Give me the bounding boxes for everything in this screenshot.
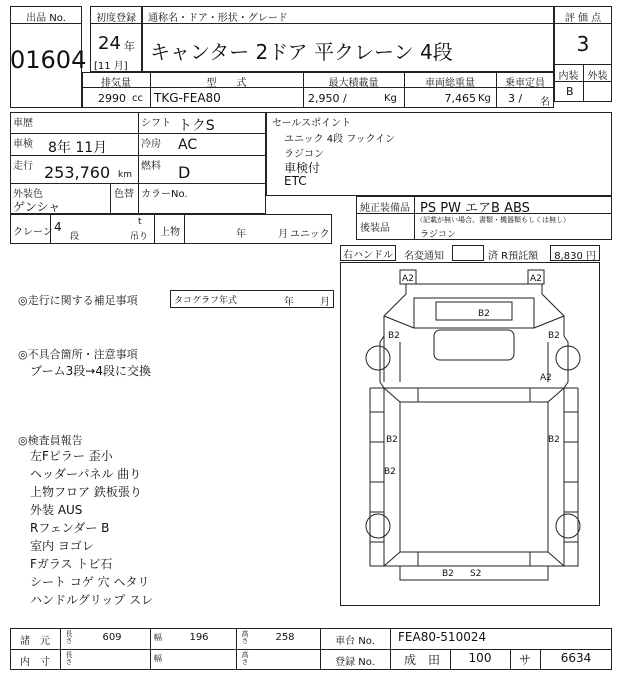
mileage-label: 走行: [13, 161, 33, 172]
sales-item: 車検付: [284, 161, 321, 175]
height-label-2: 高さ: [241, 651, 249, 665]
interior-label: 内装: [558, 71, 579, 82]
divider: [554, 23, 612, 24]
width-label: 幅: [154, 633, 162, 642]
tacho-label: タコグラフ年式: [174, 296, 238, 306]
model-label: 通称名・ドア・形状・グレード: [148, 13, 288, 24]
shift-label: シフト: [141, 118, 171, 129]
inspector-title: ◎検査員報告: [18, 434, 83, 447]
damage-mark: A2: [530, 274, 542, 284]
inspector-line: ヘッダーパネル 曲り: [30, 467, 142, 481]
recycle-amount: 8,830 円: [554, 251, 596, 262]
max-load-label: 最大積載量: [328, 78, 379, 89]
history-label: 車歴: [13, 118, 33, 129]
displacement-label: 排気量: [101, 78, 131, 89]
year-unit: 年: [124, 40, 135, 53]
sales-item: ラジコン: [284, 149, 324, 160]
left-side-panel: [370, 388, 384, 566]
inspector-line: 左Fピラー 歪小: [30, 449, 113, 463]
plate-kana: サ: [518, 653, 531, 667]
displacement-value: 2990: [98, 92, 126, 105]
recycle-label: 済 R預託額: [488, 251, 539, 262]
divider: [110, 183, 111, 214]
divider: [90, 23, 142, 24]
reg-label: 初度登録: [96, 13, 136, 24]
cab-grille: [434, 330, 514, 360]
defects-text: ブーム3段→4段に交換: [30, 364, 151, 378]
uemono-year: 年: [236, 229, 246, 240]
shaken-label: 車検: [13, 139, 33, 150]
fuel-label: 燃料: [141, 161, 161, 172]
divider: [390, 628, 391, 670]
chassis-label: 車台 No.: [335, 636, 375, 647]
mileage-value: 253,760: [44, 163, 111, 182]
color-value: ゲンシャ: [13, 200, 61, 214]
divider: [138, 112, 139, 214]
divider: [10, 133, 266, 134]
damage-mark: A2: [402, 274, 414, 284]
front-left-wheel: [366, 346, 390, 370]
crane-steps-unit: 段: [70, 232, 80, 242]
fuel-value: D: [178, 163, 191, 182]
iro-label: 色替: [114, 189, 134, 200]
divider: [10, 23, 82, 24]
right-side-ribs: [564, 412, 578, 542]
divider: [236, 628, 237, 670]
inspector-line: ハンドルグリップ スレ: [30, 593, 154, 607]
crane-tsuri: 吊り: [130, 232, 149, 242]
cab-window: [436, 302, 512, 320]
gvw-unit: Kg: [478, 93, 491, 104]
max-load-unit: Kg: [384, 93, 397, 104]
cab-pillars: [384, 316, 564, 328]
uemono-label: 上物: [160, 227, 180, 238]
model-code-value: TKG-FEA80: [154, 91, 221, 105]
plate-number: 6634: [560, 651, 592, 665]
crane-label: クレーン: [13, 227, 53, 238]
damage-mark: S2: [470, 569, 482, 579]
bed-floor: [400, 402, 548, 552]
syogen-label: 諸 元: [20, 636, 50, 647]
naisun-label: 内 寸: [20, 657, 50, 668]
damage-mark: B2: [478, 309, 490, 319]
reg-month: [11 月]: [94, 61, 128, 72]
right-side-panel: [564, 388, 578, 566]
height-value: 258: [275, 632, 295, 643]
uemono-maker: ユニック: [290, 229, 330, 240]
divider: [154, 214, 155, 244]
damage-mark: B2: [548, 331, 560, 341]
divider: [150, 628, 151, 670]
capacity-unit: 名: [540, 97, 550, 108]
shift-value: トクS: [178, 118, 215, 134]
reg-year: 24: [98, 33, 121, 54]
damage-mark: B2: [548, 435, 560, 445]
interior-grade: B: [566, 85, 574, 98]
mileage-unit: km: [118, 170, 132, 180]
gvw-value: 7,465: [444, 92, 476, 105]
equipment-value: PS PW エアB ABS: [420, 201, 530, 216]
name-change-box: [452, 245, 484, 261]
handle-value: 右ハンドル: [343, 250, 393, 261]
inspector-line: Rフェンダー B: [30, 521, 110, 535]
capacity-value: 3 /: [508, 92, 523, 105]
driving-title: ◎走行に関する補足事項: [18, 294, 138, 307]
sales-item: ユニック 4段 フックイン: [284, 134, 396, 145]
sales-label: セールスポイント: [272, 118, 352, 129]
length-label: 長さ: [65, 630, 73, 644]
inspector-line: シート コゲ 穴 ヘタリ: [30, 575, 150, 589]
cab-doors: [384, 336, 548, 382]
divider: [60, 628, 61, 670]
max-load-value: 2,950 /: [308, 92, 347, 105]
model-code-label: 型 式: [206, 78, 247, 89]
width-value: 196: [189, 632, 209, 643]
divider: [414, 196, 415, 240]
damage-mark: B2: [388, 331, 400, 341]
divider: [142, 23, 554, 24]
score-value: 3: [576, 32, 590, 56]
color-label: 外装色: [13, 189, 43, 200]
vehicle-diagram: [340, 262, 600, 606]
defects-title: ◎不具合箇所・注意事項: [18, 348, 138, 361]
crane-t: t: [138, 217, 142, 227]
displacement-unit: cc: [132, 93, 143, 104]
bed-corners: [384, 388, 564, 566]
aftermarket-note: （記載が無い場合、書類・機器類もしくは無し）: [416, 216, 570, 224]
damage-mark: A2: [540, 373, 552, 383]
gvw-label: 車両総重量: [425, 78, 475, 89]
length-value: 609: [102, 632, 122, 643]
divider: [10, 183, 266, 184]
divider: [50, 214, 51, 244]
equipment-label: 純正装備品: [360, 203, 410, 214]
left-side-ribs: [370, 412, 384, 542]
sales-item: ETC: [284, 174, 307, 188]
width-label-2: 幅: [154, 654, 162, 663]
plate-class: 100: [468, 651, 492, 665]
lot-number: 01604: [10, 46, 87, 74]
inspector-line: 上物フロア 鉄板張り: [30, 485, 142, 499]
name-change-label: 名変通知: [404, 251, 444, 262]
model-name: キャンター 2ドア 平クレーン 4段: [150, 40, 453, 64]
divider: [554, 81, 612, 82]
bed-outline: [384, 388, 564, 566]
plate-label: 登録 No.: [335, 657, 375, 668]
gate-hinges: [418, 388, 530, 566]
inspector-line: Fガラス トビ石: [30, 557, 113, 571]
damage-mark: B2: [386, 435, 398, 445]
aftermarket-label: 後装品: [360, 223, 390, 234]
divider: [184, 214, 185, 244]
plate-region: 成 田: [404, 653, 441, 667]
lot-label: 出品 No.: [26, 13, 66, 24]
uemono-month: 月: [278, 229, 288, 240]
tacho-year: 年: [284, 297, 294, 308]
color-no-label: カラーNo.: [141, 189, 188, 200]
ac-label: 冷房: [141, 139, 161, 150]
damage-mark: B2: [384, 467, 396, 477]
divider: [10, 649, 612, 650]
length-label-2: 長さ: [65, 651, 73, 665]
shaken-value: 8年 11月: [48, 140, 108, 156]
capacity-label: 乗車定員: [505, 78, 545, 89]
inspector-line: 室内 ヨゴレ: [30, 539, 94, 553]
chassis-no: FEA80-510024: [398, 630, 487, 644]
damage-mark: B2: [442, 569, 454, 579]
rear-right-wheel: [556, 514, 580, 538]
exterior-label: 外装: [587, 71, 608, 82]
aftermarket-value: ラジコン: [420, 230, 457, 240]
tacho-month: 月: [320, 297, 330, 308]
inspector-line: 外装 AUS: [30, 503, 83, 517]
height-label: 高さ: [241, 630, 249, 644]
ac-value: AC: [178, 137, 198, 153]
crane-steps: 4: [54, 220, 62, 234]
score-label: 評 価 点: [564, 13, 602, 24]
